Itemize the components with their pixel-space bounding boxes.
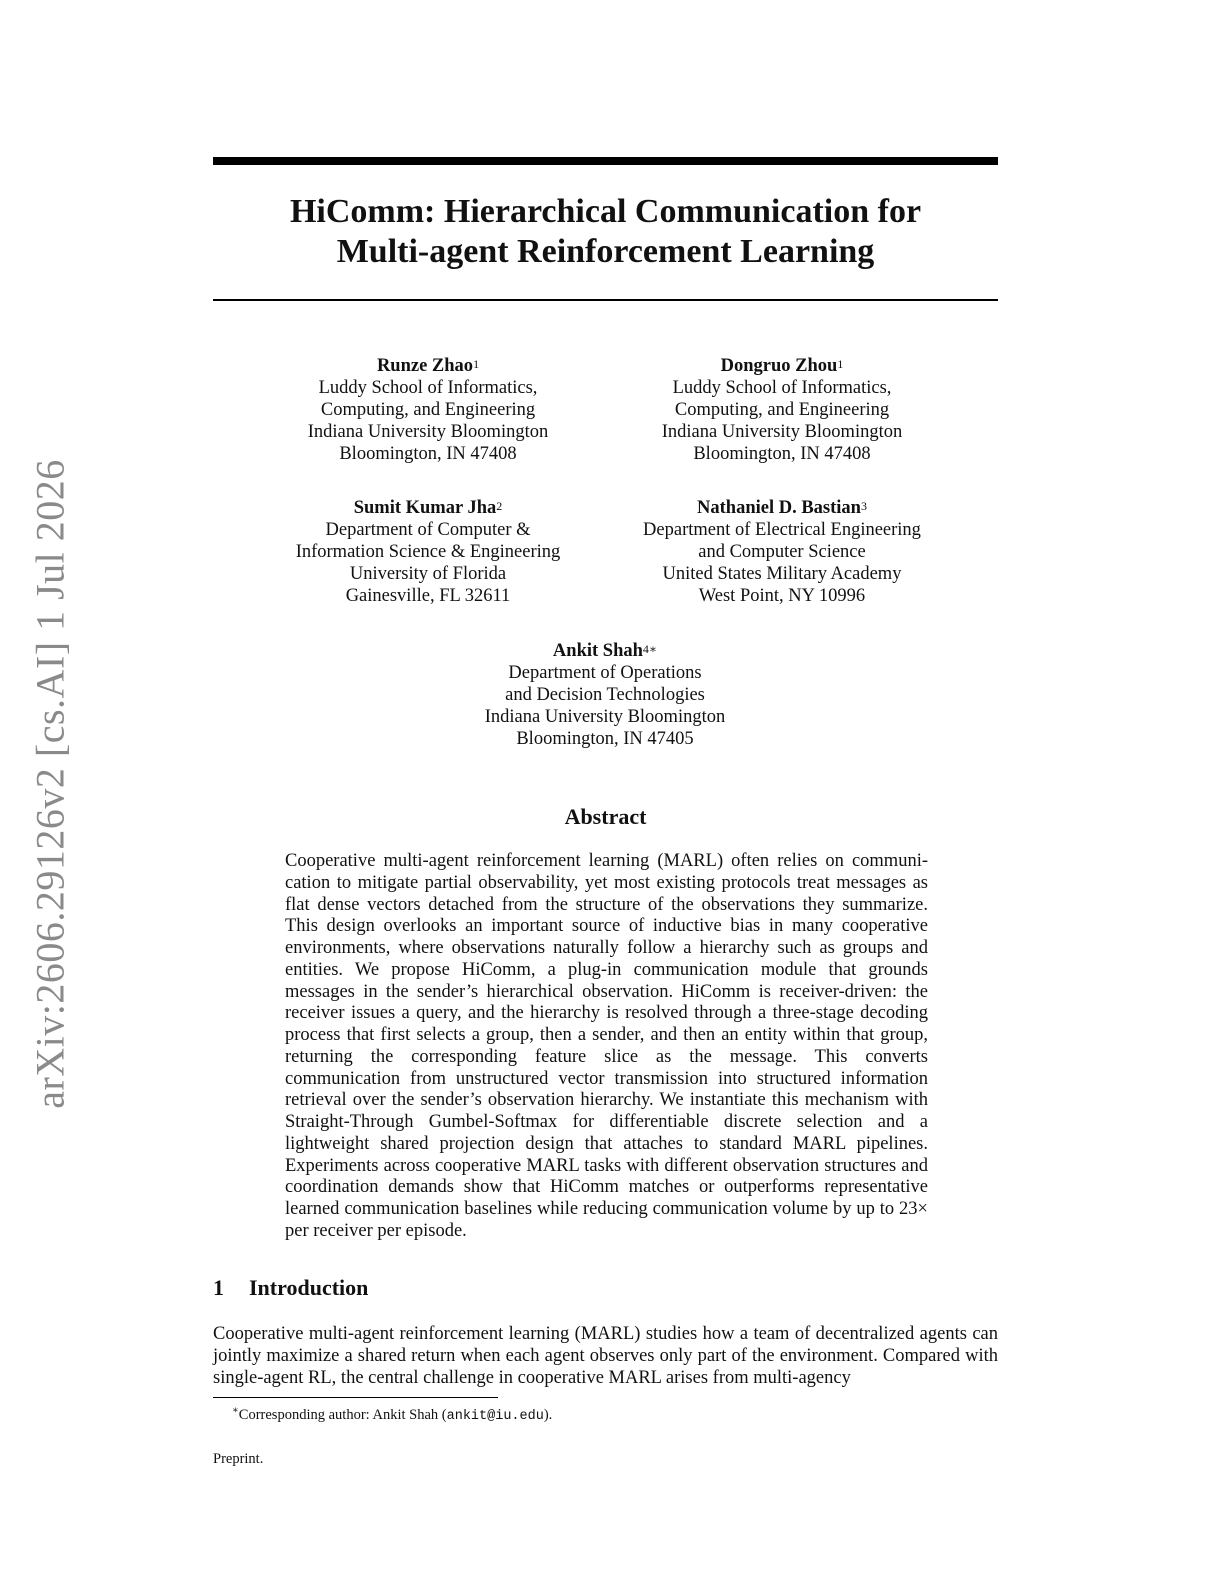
author-affiliation-line: Bloomington, IN 47405 <box>516 729 694 749</box>
introduction-body: Cooperative multi-agent reinforcement learning (MARL) studies how a team of decentralized agents can jointly maximize a shared return when each agent observes only part of the environment. Compared with single-agent RL, the central challenge in cooperative MARL arises from multi-agency <box>213 1324 998 1388</box>
author-block <box>258 497 598 607</box>
author-affiliation-line: Indiana University Bloomington <box>307 422 549 442</box>
abstract-heading: Abstract <box>564 804 647 829</box>
footnote-rule <box>213 1397 498 1398</box>
author-name: Dongruo Zhou <box>720 356 838 376</box>
section-number: 1 <box>213 1275 224 1300</box>
author-affiliation-line: Indiana University Bloomington <box>661 422 903 442</box>
abstract-body: Cooperative multi-agent reinforcement learning (MARL) often relies on communication to mitigate partial observability, yet most existing protocols treat messages as flat dense vectors detached from the structure of the observations they summarize. This design overlooks an important source of inductive bias in many cooperative environments, where observations naturally follow a hierarchy such as groups and entities. We propose HiComm, a plug-in communication module that grounds messages in the sender’s hierarchical observation. HiComm is receiver-driven: the receiver issues a query, and the hierarchy is resolved through a three-stage decoding process that first selects a group, then a sender, and then an entity within that group, returning the corresponding feature slice as the message. This converts communication from unstructured vector transmission into structured information retrieval over the sender’s observation hierarchy. We instantiate this mechanism with Straight-Through Gumbel-Softmax for differentiable discrete selection and a lightweight shared projection design that attaches to standard MARL pipelines. Experiments across cooperative MARL tasks with different observation structures and coordination demands show that HiComm matches or outperforms representative learned communication baselines while reducing communication volume by up to 23× per receiver per episode. <box>285 851 928 1241</box>
author-block <box>435 640 775 750</box>
author-affiliation-line: Information Science & Engineering <box>295 542 561 562</box>
paper-title <box>213 192 998 272</box>
footnote-text: Corresponding author: Ankit Shah ( <box>238 1406 447 1423</box>
author-block <box>612 497 952 607</box>
author-affiliation-line: Indiana University Bloomington <box>484 707 726 727</box>
author-affiliation-line: Luddy School of Informatics, <box>318 378 538 398</box>
author-affiliation-mark: 2 <box>496 499 503 513</box>
author-affiliation-mark: 1 <box>473 357 480 371</box>
author-affiliation-line: Bloomington, IN 47408 <box>693 444 871 464</box>
author-affiliation-mark: 4∗ <box>642 642 658 656</box>
title-bottom-rule <box>213 299 998 301</box>
author-affiliation-line: Department of Operations <box>508 663 702 683</box>
author-name: Sumit Kumar Jha <box>353 498 497 518</box>
preprint-label: Preprint. <box>213 1451 264 1467</box>
author-affiliation-line: Department of Electrical Engineering <box>643 520 921 540</box>
footnote-text-end: ). <box>543 1406 553 1423</box>
author-name: Nathaniel D. Bastian <box>697 498 861 518</box>
author-affiliation-line: University of Florida <box>349 564 507 584</box>
author-affiliation-line: West Point, NY 10996 <box>698 586 866 606</box>
author-affiliation-line: Luddy School of Informatics, <box>672 378 892 398</box>
arxiv-identifier-text: arXiv:2606.29126v2 [cs.AI] 1 Jul 2026 <box>27 459 73 1109</box>
author-affiliation-mark: 1 <box>837 357 844 371</box>
footnote-mark: ∗ <box>232 1405 239 1416</box>
author-affiliation-mark: 3 <box>860 499 867 513</box>
title-line-2: Multi-agent Reinforcement Learning <box>336 233 875 270</box>
author-block <box>258 355 598 465</box>
author-affiliation-line: Department of Computer & <box>325 520 531 540</box>
author-affiliation-line: and Decision Technologies <box>505 685 705 705</box>
title-line-1: HiComm: Hierarchical Communication for <box>289 193 922 230</box>
author-name: Runze Zhao <box>376 356 474 376</box>
section-title: Introduction <box>249 1275 369 1300</box>
author-block <box>612 355 952 465</box>
author-affiliation-line: United States Military Academy <box>662 564 902 584</box>
footnote <box>232 1402 552 1426</box>
author-affiliation-line: Computing, and Engineering <box>320 400 536 420</box>
title-top-rule <box>213 157 998 165</box>
author-affiliation-line: Bloomington, IN 47408 <box>339 444 517 464</box>
author-name: Ankit Shah <box>552 641 643 661</box>
arxiv-identifier <box>27 460 73 1108</box>
author-affiliation-line: Computing, and Engineering <box>674 400 890 420</box>
author-affiliation-line: Gainesville, FL 32611 <box>345 586 511 606</box>
author-affiliation-line: and Computer Science <box>698 542 866 562</box>
corresponding-email-link[interactable]: ankit@iu.edu <box>446 1408 544 1424</box>
section-heading-introduction <box>213 1275 368 1301</box>
